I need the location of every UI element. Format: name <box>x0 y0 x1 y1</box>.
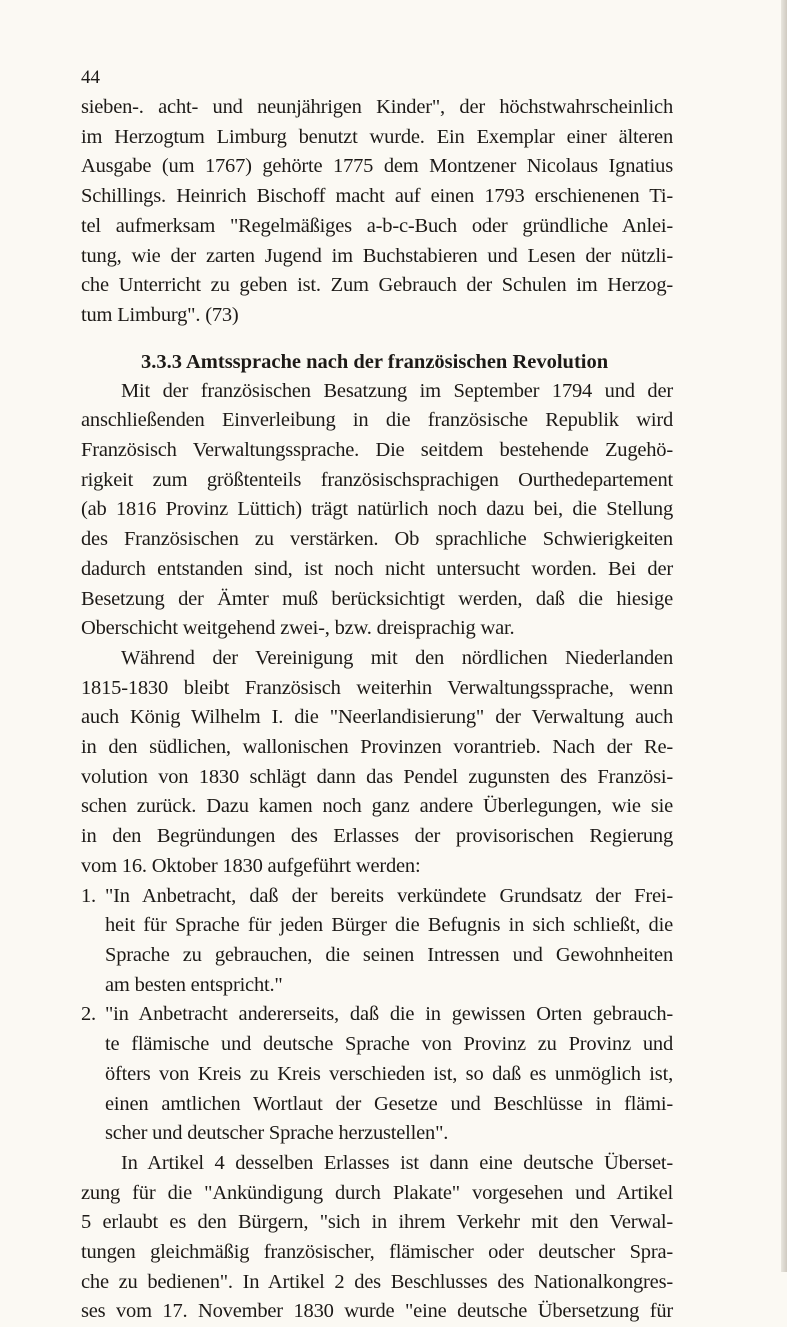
text-line: Besetzung der Ämter muß berücksichtigt werden, daß die hiesige <box>81 587 673 610</box>
numbered-list <box>81 882 673 1149</box>
text-line: te flämische und deutsche Sprache von Provinz zu Provinz und <box>105 1033 673 1056</box>
text-line: volution von 1830 schlägt dann das Pendel zugunsten des Französi- <box>81 765 673 788</box>
paragraph-3 <box>81 1149 673 1327</box>
text-line: scher und deutscher Sprache herzustellen". <box>105 1122 449 1145</box>
list-text: "in Anbetracht andererseits, daß die in gewissen Orten gebrauch- <box>105 1003 673 1026</box>
text-line: in den Begründungen des Erlasses der provisorischen Regierung <box>81 825 673 848</box>
text-line: tum Limburg". (73) <box>81 303 239 326</box>
text-line: che Unterricht zu geben ist. Zum Gebrauch der Schulen im Herzog- <box>81 274 673 297</box>
text-line: (ab 1816 Provinz Lüttich) trägt natürlich noch dazu bei, die Stellung <box>81 498 673 521</box>
text-line: Schillings. Heinrich Bischoff macht auf einen 1793 erschienenen Ti- <box>81 185 673 208</box>
text-line: auch König Wilhelm I. die "Neerlandisierung" der Verwaltung auch <box>81 706 673 729</box>
text-line: zung für die "Ankündigung durch Plakate" vorgesehen und Artikel <box>81 1181 673 1204</box>
text-line: am besten entspricht." <box>105 973 283 996</box>
text-line: Mit der französischen Besatzung im September 1794 und der <box>121 379 673 402</box>
text-line: einen amtlichen Wortlaut der Gesetze und Beschlüsse in flämi- <box>105 1092 673 1115</box>
list-number: 2. <box>81 1003 96 1026</box>
text-line: im Herzogtum Limburg benutzt wurde. Ein Exemplar einer älteren <box>81 125 673 148</box>
list-number: 1. <box>81 884 96 907</box>
text-line: dadurch entstanden sind, ist noch nicht untersucht worden. Bei der <box>81 557 673 580</box>
text-line: che zu bedienen". In Artikel 2 des Beschlusses des Nationalkongres- <box>81 1270 673 1293</box>
text-line: Oberschicht weitgehend zwei-, bzw. dreisprachig war. <box>81 617 515 640</box>
text-line: tungen gleichmäßig französischer, flämischer oder deutscher Spra- <box>81 1241 673 1264</box>
text-line: Während der Vereinigung mit den nördlichen Niederlanden <box>121 646 673 669</box>
text-line: tung, wie der zarten Jugend im Buchstabieren und Lesen der nützli- <box>81 244 673 267</box>
text-line: 1815-1830 bleibt Französisch weiterhin Verwaltungssprache, wenn <box>81 676 673 699</box>
text-line: in den südlichen, wallonischen Provinzen vorantrieb. Nach der Re- <box>81 736 673 759</box>
section-heading: 3.3.3 Amtssprache nach der französischen Revolution <box>141 350 609 373</box>
page-edge <box>781 0 787 1272</box>
text-line: des Französischen zu verstärken. Ob sprachliche Schwierigkeiten <box>81 528 673 551</box>
page-number: 44 <box>81 67 100 88</box>
paragraph-1 <box>81 377 673 644</box>
book-page <box>81 63 673 1327</box>
text-line: tel aufmerksam "Regelmäßiges a-b-c-Buch oder gründliche Anlei- <box>81 214 673 237</box>
text-line <box>81 1000 673 1030</box>
text-line: vom 16. Oktober 1830 aufgeführt werden: <box>81 854 421 877</box>
text-line <box>81 882 673 912</box>
text-line: öfters von Kreis zu Kreis verschieden ist, so daß es unmöglich ist, <box>105 1062 673 1085</box>
text-line: sieben-. acht- und neunjährigen Kinder", der höchstwahrscheinlich <box>81 96 673 118</box>
list-item <box>81 882 673 1001</box>
list-item <box>81 1000 673 1149</box>
text-line: anschließenden Einverleibung in die französische Republik wird <box>81 409 673 432</box>
text-line: Französisch Verwaltungssprache. Die seitdem bestehende Zugehö- <box>81 439 673 462</box>
intro-paragraph <box>81 93 673 331</box>
text-line: heit für Sprache für jeden Bürger die Befugnis in sich schließt, die <box>105 914 673 937</box>
text-line: ses vom 17. November 1830 wurde "eine deutsche Übersetzung für <box>81 1300 673 1323</box>
text-line: schen zurück. Dazu kamen noch ganz andere Überlegungen, wie sie <box>81 795 673 818</box>
paragraph-2 <box>81 644 673 882</box>
text-line: 5 erlaubt es den Bürgern, "sich in ihrem Verkehr mit den Verwal- <box>81 1211 673 1234</box>
text-line: Ausgabe (um 1767) gehörte 1775 dem Montzener Nicolaus Ignatius <box>81 155 673 178</box>
text-line: Sprache zu gebrauchen, die seinen Intressen und Gewohnheiten <box>105 943 673 966</box>
list-text: "In Anbetracht, daß der bereits verkündete Grundsatz der Frei- <box>105 884 673 907</box>
text-line: In Artikel 4 desselben Erlasses ist dann eine deutsche Überset- <box>121 1151 673 1174</box>
text-line: rigkeit zum größtenteils französischsprachigen Ourthedepartement <box>81 468 673 491</box>
